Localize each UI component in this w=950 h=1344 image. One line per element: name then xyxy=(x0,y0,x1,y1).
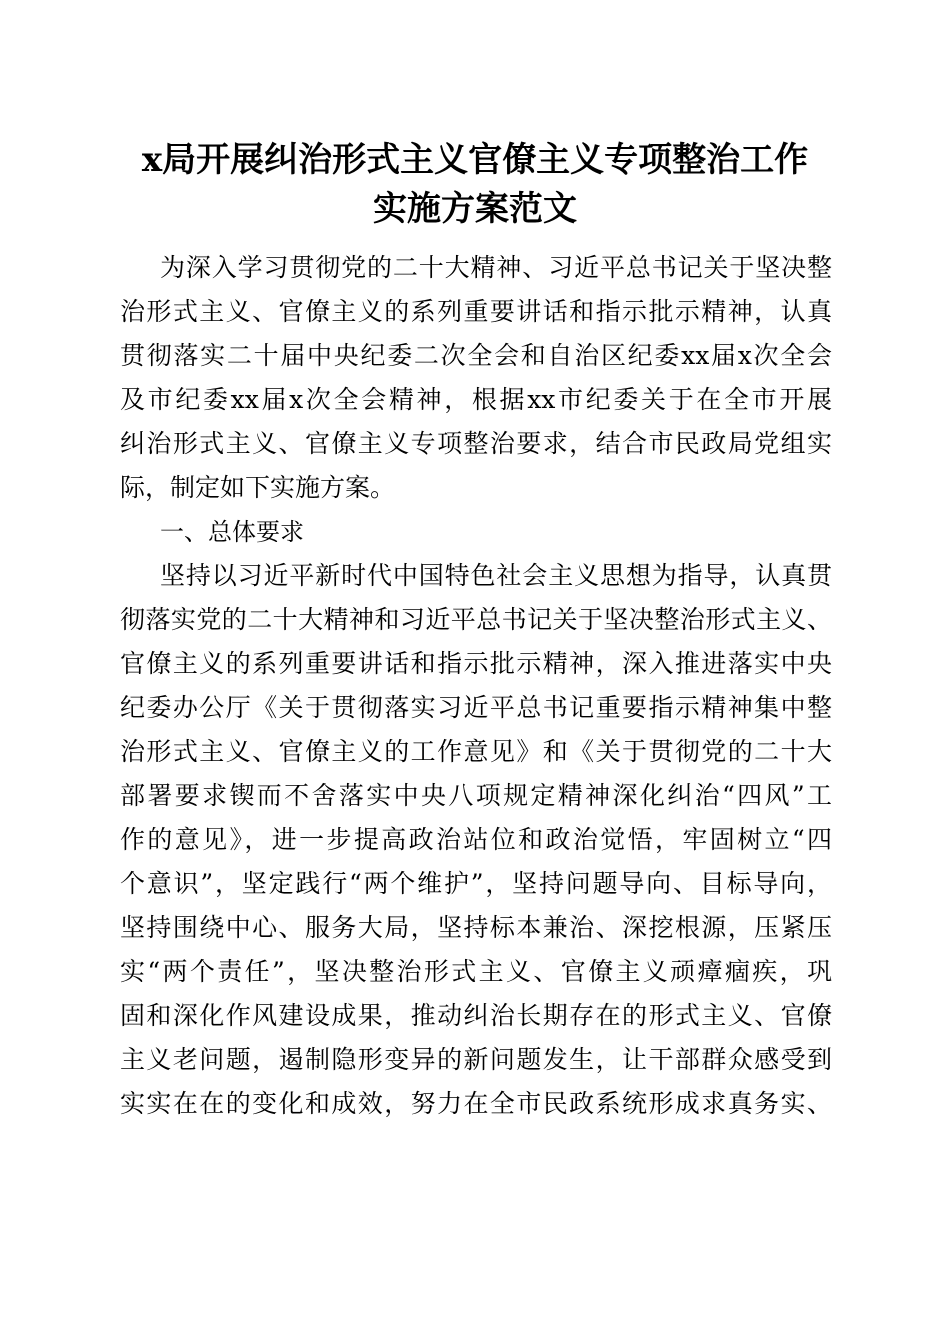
text-line: 固和深化作风建设成果，推动纠治长期存在的形式主义、官僚 xyxy=(120,1001,832,1030)
text-line: 主义老问题，遏制隐形变异的新问题发生，让干部群众感受到 xyxy=(120,1045,832,1074)
text-line: 际，制定如下实施方案。 xyxy=(120,473,396,502)
intro-paragraph xyxy=(120,246,832,510)
text-line: 坚持围绕中心、服务大局，坚持标本兼治、深挖根源，压紧压 xyxy=(120,913,832,942)
document-body xyxy=(120,246,832,1126)
text-line: 纠治形式主义、官僚主义专项整治要求，结合市民政局党组实 xyxy=(120,429,832,458)
text-line: 纪委办公厅《关于贯彻落实习近平总书记重要指示精神集中整 xyxy=(120,693,832,722)
text-line: 坚持以习近平新时代中国特色社会主义思想为指导，认真贯 xyxy=(160,561,832,590)
text-line: 及市纪委xx届x次全会精神，根据xx市纪委关于在全市开展 xyxy=(120,385,832,414)
text-line: 为深入学习贯彻党的二十大精神、习近平总书记关于坚决整 xyxy=(160,253,832,282)
text-line: 实实在在的变化和成效，努力在全市民政系统形成求真务实、 xyxy=(120,1089,832,1118)
section-heading: 一、总体要求 xyxy=(160,518,304,546)
section-paragraph xyxy=(120,554,832,1126)
text-line: 作的意见》，进一步提高政治站位和政治觉悟，牢固树立“四 xyxy=(120,825,832,854)
document-title xyxy=(100,136,850,234)
text-line: 实“两个责任”，坚决整治形式主义、官僚主义顽瘴痼疾，巩 xyxy=(120,957,832,986)
text-line: 官僚主义的系列重要讲话和指示批示精神，深入推进落实中央 xyxy=(120,649,832,678)
text-line: 贯彻落实二十届中央纪委二次全会和自治区纪委xx届x次全会 xyxy=(120,341,832,370)
text-line: 个意识”，坚定践行“两个维护”，坚持问题导向、目标导向， xyxy=(120,869,832,898)
text-line: 彻落实党的二十大精神和习近平总书记关于坚决整治形式主义、 xyxy=(120,605,832,634)
text-line: 部署要求锲而不舍落实中央八项规定精神深化纠治“四风”工 xyxy=(120,781,832,810)
title-line-2: 实施方案范文 xyxy=(373,189,577,229)
title-line-1: x局开展纠治形式主义官僚主义专项整治工作 xyxy=(141,140,809,180)
text-line: 治形式主义、官僚主义的工作意见》和《关于贯彻党的二十大 xyxy=(120,737,832,766)
text-line: 治形式主义、官僚主义的系列重要讲话和指示批示精神，认真 xyxy=(120,297,832,326)
